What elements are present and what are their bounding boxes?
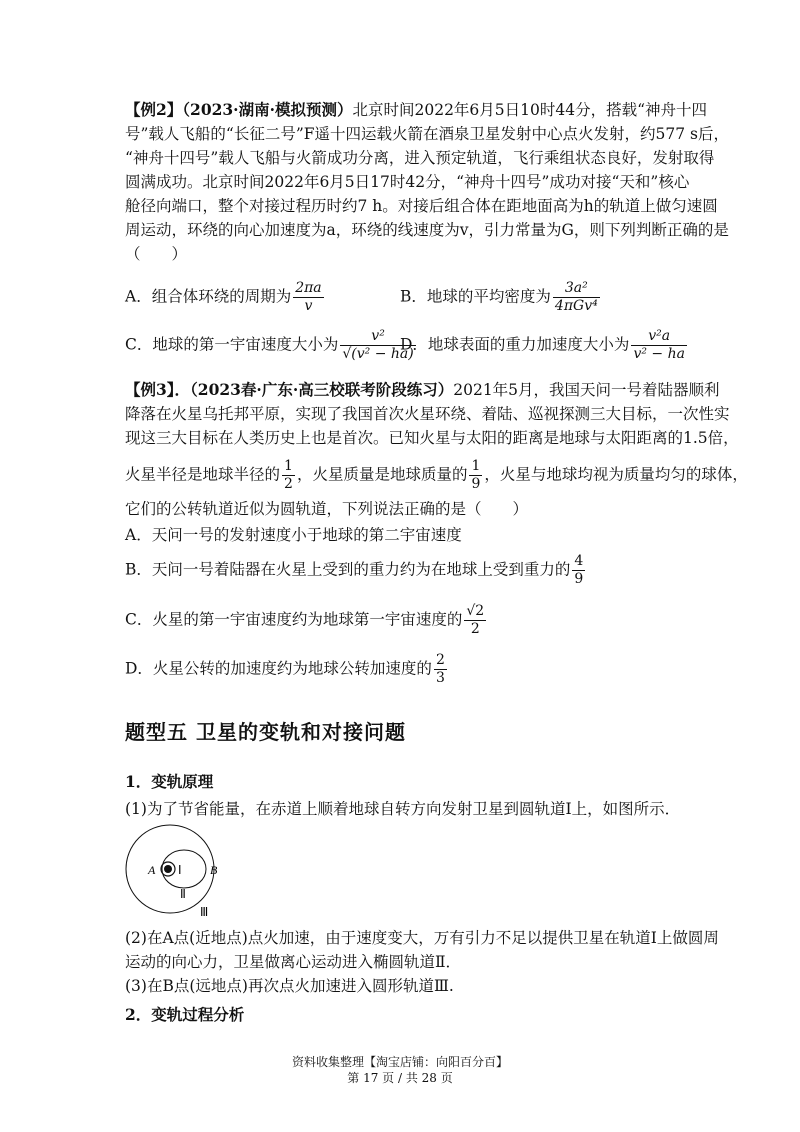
example2-line-3: “神舟十四号”载人飞船与火箭成功分离，进入预定轨道，飞行乘组状态良好，发射取得 [125,149,715,167]
example3-line-1 [125,378,720,402]
fraction-denominator: v² − ha [633,346,685,362]
fraction [464,603,486,638]
example2-line-2: 号”载人飞船的“长征二号”F遥十四运载火箭在酒泉卫星发射中心点火发射，约577 s后， [125,125,729,143]
fraction-numerator: v²a [648,328,671,344]
subheading-orbit-change-principle: 1．变轨原理 [125,772,214,791]
option-text: D．火星公转的加速度约为地球公转加速度的 [125,659,432,678]
example3-option-c [125,603,488,638]
example2-option-a [125,280,326,315]
example2-line-5: 舱径向端口，整个对接过程历时约7 h。对接后组合体在距地面高为h的轨道上做匀速圆 [125,197,718,215]
option-text: C．地球的第一宇宙速度大小为 [125,335,339,354]
section-heading: 题型五 卫星的变轨和对接问题 [125,720,406,744]
label-ii: Ⅱ [180,887,186,901]
fraction-numerator: 1 [471,458,481,474]
fraction-numerator: 2πa [295,280,322,296]
example3-text: 2021年5月，我国天问一号着陆器顺利 [453,381,720,399]
label-iii: Ⅲ [200,905,209,918]
example3-option-a: A．天问一号的发射速度小于地球的第二宇宙速度 [125,526,462,544]
label-a: A [148,863,156,877]
subheading-orbit-change-analysis: 2．变轨过程分析 [125,1005,245,1024]
fraction-denominator: 3 [435,670,445,686]
example2-option-c [125,328,418,363]
paragraph-2-line-2: 运动的向心力，卫星做离心运动进入椭圆轨道Ⅱ． [125,953,462,971]
fraction [293,280,323,315]
option-text: C．火星的第一宇宙速度约为地球第一宇宙速度的 [125,610,463,629]
option-text: B．天问一号着陆器在火星上受到的重力约为在地球上受到重力的 [125,560,571,579]
fraction-numerator: 4 [574,553,584,569]
example3-option-b [125,553,587,588]
example3-fraction-line [125,458,748,493]
page-number: 第 17 页 / 共 28 页 [347,1071,453,1085]
orbit-diagram [120,823,240,918]
fraction [469,458,482,493]
fraction [631,328,687,363]
fraction [434,652,447,687]
fraction [572,553,585,588]
fraction-denominator: √(v² − ha) [342,346,414,362]
fraction [553,280,600,315]
fraction-numerator: √2 [466,603,485,619]
text-segment: 火星半径是地球半径的 [125,465,281,484]
fraction-denominator: 2 [284,476,293,492]
example3-option-d [125,652,449,687]
option-text: D．地球表面的重力加速度大小为 [400,335,630,354]
example2-tag: 【例2】 [125,100,183,119]
fraction-denominator: 9 [471,476,481,492]
fraction-numerator: 3a² [564,280,588,296]
example2-option-b [400,280,602,315]
fraction-numerator: 1 [284,458,293,474]
paragraph-2-block [125,926,719,998]
footer-source: 资料收集整理【淘宝店铺：向阳百分百】 [291,1055,508,1069]
paragraph-3: (3)在B点(远地点)再次点火加速进入圆形轨道Ⅲ. [125,977,454,995]
example2-source: （2023·湖南·模拟预测） [182,100,353,119]
example2-line-1 [125,98,708,122]
option-text: A．组合体环绕的周期为 [125,287,292,306]
example2-line-6: 周运动，环绕的向心加速度为a，环绕的线速度为v，引力常量为G，则下列判断正确的是 [125,221,729,239]
text-segment: ，火星与地球均视为质量均匀的球体， [484,465,748,484]
example3-source: （2023春·广东·高三校联考阶段练习） [190,380,454,399]
option-text: B．地球的平均密度为 [400,287,551,306]
example3-tag: 【例3】． [125,380,191,399]
fraction-denominator: 9 [574,571,584,587]
example3-line-2: 降落在火星乌托邦平原，实现了我国首次火星环绕、着陆、巡视探测三大目标，一次性实 [125,405,730,423]
label-b: B [210,863,218,877]
example2-option-d [400,328,689,363]
example2-text: 北京时间2022年6月5日10时44分，搭载“神舟十四 [352,101,708,119]
fraction [282,458,295,493]
example3-block [125,378,739,450]
fraction-numerator: 2 [435,652,445,668]
label-i: Ⅰ [178,863,182,877]
fraction-denominator: 2 [464,620,486,638]
earth-icon [164,865,172,873]
paragraph-2-line-1: (2)在A点(近地点)点火加速，由于速度变大，万有引力不足以提供卫星在轨道Ⅰ上做圆周 [125,929,719,947]
example2-block [125,98,729,266]
paragraph-1: (1)为了节省能量，在赤道上顺着地球自转方向发射卫星到圆轨道Ⅰ上，如图所示． [125,800,681,818]
example3-question-line: 它们的公转轨道近似为圆轨道，下列说法正确的是（ ） [125,500,529,518]
example2-line-4: 圆满成功。北京时间2022年6月5日17时42分，“神舟十四号”成功对接“天和”核心 [125,173,690,191]
example3-line-3: 现这三大目标在人类历史上也是首次。已知火星与太阳的距离是地球与太阳距离的1.5倍， [125,429,739,447]
footer [0,1054,800,1086]
fraction-denominator: 4πGv⁴ [554,298,598,314]
fraction-denominator: v [293,297,323,315]
fraction-numerator: v² [371,328,385,344]
example2-line-7: （ ） [125,245,188,263]
text-segment: ，火星质量是地球质量的 [296,465,468,484]
